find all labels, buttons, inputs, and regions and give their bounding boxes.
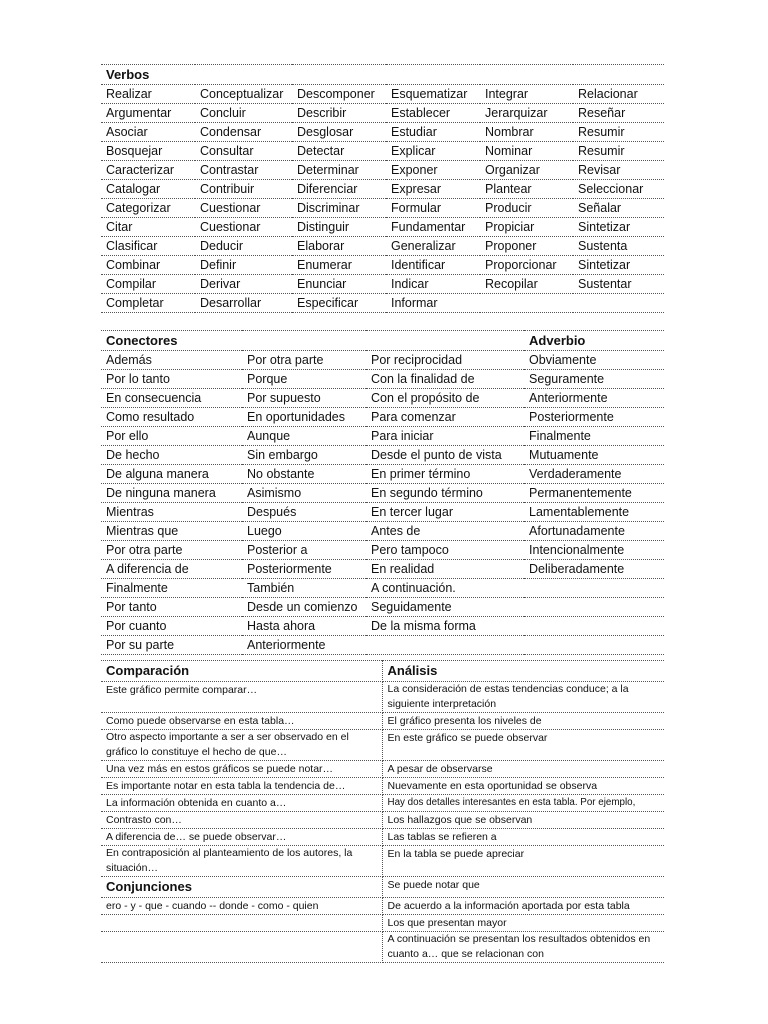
table-row <box>101 237 664 256</box>
table-row <box>101 636 664 655</box>
table-cell: Describir <box>292 104 386 123</box>
table-row <box>101 778 664 795</box>
table-cell: En contraposición al planteamiento de los autores, la situación… <box>101 846 382 877</box>
table-cell: En tercer lugar <box>366 503 524 522</box>
table-cell: Verdaderamente <box>524 465 664 484</box>
table-cell <box>573 294 664 313</box>
table-row <box>101 294 664 313</box>
table-cell: Lamentablemente <box>524 503 664 522</box>
table-cell: Seleccionar <box>573 180 664 199</box>
table-row <box>101 408 664 427</box>
table-cell: Contrastar <box>195 161 292 180</box>
table-row <box>101 713 664 730</box>
table-cell: Esquematizar <box>386 85 480 104</box>
table-cell: Sustenta <box>573 237 664 256</box>
table-cell <box>524 636 664 655</box>
table-cell: Por tanto <box>101 598 242 617</box>
table-cell: Distinguir <box>292 218 386 237</box>
table-cell: Contrasto con… <box>101 812 382 829</box>
table-cell: Recopilar <box>480 275 573 294</box>
verbos-table <box>101 64 664 313</box>
table-row <box>101 351 664 370</box>
table-cell: Concluir <box>195 104 292 123</box>
table-cell: En la tabla se puede apreciar <box>382 846 664 877</box>
table-row <box>101 503 664 522</box>
table-cell: Mientras que <box>101 522 242 541</box>
table-cell: En realidad <box>366 560 524 579</box>
table-cell: Mientras <box>101 503 242 522</box>
table-row <box>101 275 664 294</box>
table-cell: Por su parte <box>101 636 242 655</box>
table-row <box>101 522 664 541</box>
table-cell: Categorizar <box>101 199 195 218</box>
document-page <box>101 64 664 963</box>
table-cell: Posterior a <box>242 541 366 560</box>
table-cell: Compilar <box>101 275 195 294</box>
table-cell: Hasta ahora <box>242 617 366 636</box>
table-cell <box>524 617 664 636</box>
table-cell: Anteriormente <box>524 389 664 408</box>
table-cell: Discriminar <box>292 199 386 218</box>
table-cell: A diferencia de <box>101 560 242 579</box>
table-cell <box>524 598 664 617</box>
table-cell: Propiciar <box>480 218 573 237</box>
table-row <box>101 579 664 598</box>
table-cell: A pesar de observarse <box>382 761 664 778</box>
table-cell: Con la finalidad de <box>366 370 524 389</box>
table-cell <box>524 579 664 598</box>
table-row <box>101 427 664 446</box>
table-cell: En segundo término <box>366 484 524 503</box>
table-cell: En primer término <box>366 465 524 484</box>
table-cell: Clasificar <box>101 237 195 256</box>
table-cell: Seguidamente <box>366 598 524 617</box>
table-cell: Posteriormente <box>242 560 366 579</box>
table-row <box>101 161 664 180</box>
table-cell: Establecer <box>386 104 480 123</box>
table-cell: Nuevamente en esta oportunidad se observa <box>382 778 664 795</box>
table-cell: Pero tampoco <box>366 541 524 560</box>
table-cell: Fundamentar <box>386 218 480 237</box>
table-cell: A diferencia de… se puede observar… <box>101 829 382 846</box>
table-cell: De alguna manera <box>101 465 242 484</box>
table-cell: Desglosar <box>292 123 386 142</box>
table-cell: Condensar <box>195 123 292 142</box>
table-row <box>101 389 664 408</box>
verbos-title: Verbos <box>101 65 664 85</box>
table-cell: De ninguna manera <box>101 484 242 503</box>
table-cell: En consecuencia <box>101 389 242 408</box>
table-cell: Por supuesto <box>242 389 366 408</box>
table-cell: Finalmente <box>101 579 242 598</box>
table-cell: En oportunidades <box>242 408 366 427</box>
table-cell: Especificar <box>292 294 386 313</box>
comparacion-title: Comparación <box>101 661 382 682</box>
table-cell: Las tablas se refieren a <box>382 829 664 846</box>
table-cell: La consideración de estas tendencias conduce; a la siguiente interpretación <box>382 682 664 713</box>
table-cell: Seguramente <box>524 370 664 389</box>
table-row <box>101 730 664 761</box>
table-cell: Aunque <box>242 427 366 446</box>
table-cell: Sintetizar <box>573 218 664 237</box>
table-cell: Informar <box>386 294 480 313</box>
table-cell: Luego <box>242 522 366 541</box>
table-cell: De hecho <box>101 446 242 465</box>
table-cell: Por otra parte <box>242 351 366 370</box>
table-cell: Estudiar <box>386 123 480 142</box>
table-cell: Por lo tanto <box>101 370 242 389</box>
table-cell: Sintetizar <box>573 256 664 275</box>
table-row <box>101 199 664 218</box>
table-cell: Argumentar <box>101 104 195 123</box>
table-cell: Bosquejar <box>101 142 195 161</box>
table-cell: Relacionar <box>573 85 664 104</box>
table-cell: No obstante <box>242 465 366 484</box>
analisis-row: A continuación se presentan los resultados obtenidos en cuanto a… que se relacionan con <box>382 932 664 963</box>
table-cell: En este gráfico se puede observar <box>382 730 664 761</box>
empty-cell <box>101 932 382 963</box>
table-cell: Explicar <box>386 142 480 161</box>
table-cell: Consultar <box>195 142 292 161</box>
table-row <box>101 123 664 142</box>
table-cell: Finalmente <box>524 427 664 446</box>
table-cell: Desarrollar <box>195 294 292 313</box>
adverbio-title: Adverbio <box>524 331 664 351</box>
table-cell: Derivar <box>195 275 292 294</box>
table-row <box>101 218 664 237</box>
table-row <box>101 560 664 579</box>
table-cell: Generalizar <box>386 237 480 256</box>
table-cell: Por ello <box>101 427 242 446</box>
table-cell: Proponer <box>480 237 573 256</box>
table-row <box>101 256 664 275</box>
table-cell: Resumir <box>573 142 664 161</box>
table-cell: Obviamente <box>524 351 664 370</box>
table-cell: Como resultado <box>101 408 242 427</box>
table-cell <box>480 294 573 313</box>
table-row <box>101 795 664 812</box>
table-cell: Porque <box>242 370 366 389</box>
table-row <box>101 829 664 846</box>
table-cell: Identificar <box>386 256 480 275</box>
empty-cell <box>101 915 382 932</box>
table-cell: Después <box>242 503 366 522</box>
table-row <box>101 761 664 778</box>
conjunciones-title: Conjunciones <box>101 877 382 898</box>
table-cell: Catalogar <box>101 180 195 199</box>
table-cell: Organizar <box>480 161 573 180</box>
table-row <box>101 541 664 560</box>
table-cell: Enumerar <box>292 256 386 275</box>
analisis-row: De acuerdo a la información aportada por esta tabla <box>382 898 664 915</box>
table-cell: La información obtenida en cuanto a… <box>101 795 382 812</box>
table-cell: Realizar <box>101 85 195 104</box>
table-cell: Permanentemente <box>524 484 664 503</box>
table-cell: Plantear <box>480 180 573 199</box>
analisis-row: Se puede notar que <box>382 877 664 898</box>
table-cell: Exponer <box>386 161 480 180</box>
table-cell: Expresar <box>386 180 480 199</box>
table-cell: Mutuamente <box>524 446 664 465</box>
table-cell: Afortunadamente <box>524 522 664 541</box>
table-cell: Proporcionar <box>480 256 573 275</box>
table-cell: Completar <box>101 294 195 313</box>
table-cell: Jerarquizar <box>480 104 573 123</box>
table-cell: Antes de <box>366 522 524 541</box>
table-cell: A continuación. <box>366 579 524 598</box>
table-row <box>101 85 664 104</box>
table-row <box>101 465 664 484</box>
table-cell: Por otra parte <box>101 541 242 560</box>
table-cell: Como puede observarse en esta tabla… <box>101 713 382 730</box>
table-cell: Señalar <box>573 199 664 218</box>
table-cell: Revisar <box>573 161 664 180</box>
table-cell: Descomponer <box>292 85 386 104</box>
table-cell: Sustentar <box>573 275 664 294</box>
table-cell: Combinar <box>101 256 195 275</box>
table-row <box>101 598 664 617</box>
table-cell: Es importante notar en esta tabla la tendencia de… <box>101 778 382 795</box>
table-row <box>101 370 664 389</box>
table-cell: Para comenzar <box>366 408 524 427</box>
analisis-row: Los que presentan mayor <box>382 915 664 932</box>
table-cell: Resumir <box>573 123 664 142</box>
table-cell: Formular <box>386 199 480 218</box>
table-cell: Deliberadamente <box>524 560 664 579</box>
table-cell: Detectar <box>292 142 386 161</box>
table-cell: Con el propósito de <box>366 389 524 408</box>
table-cell: Indicar <box>386 275 480 294</box>
table-cell: De la misma forma <box>366 617 524 636</box>
table-cell <box>366 636 524 655</box>
table-cell: Asimismo <box>242 484 366 503</box>
table-cell: Definir <box>195 256 292 275</box>
table-cell: Por reciprocidad <box>366 351 524 370</box>
table-cell: Cuestionar <box>195 199 292 218</box>
table-cell: Una vez más en estos gráficos se puede notar… <box>101 761 382 778</box>
table-cell: Conceptualizar <box>195 85 292 104</box>
table-cell: Otro aspecto importante a ser a ser observado en el gráfico lo constituye el hecho de que… <box>101 730 382 761</box>
table-cell: Reseñar <box>573 104 664 123</box>
table-cell: Enunciar <box>292 275 386 294</box>
table-row <box>101 682 664 713</box>
table-row <box>101 617 664 636</box>
table-cell: Posteriormente <box>524 408 664 427</box>
table-row <box>101 446 664 465</box>
table-row <box>101 104 664 123</box>
comparacion-table <box>101 660 664 963</box>
table-cell: Sin embargo <box>242 446 366 465</box>
table-cell: Anteriormente <box>242 636 366 655</box>
table-cell: Caracterizar <box>101 161 195 180</box>
table-cell: Elaborar <box>292 237 386 256</box>
table-cell: Intencionalmente <box>524 541 664 560</box>
table-cell: Desde un comienzo <box>242 598 366 617</box>
table-row <box>101 142 664 161</box>
table-row <box>101 812 664 829</box>
table-row <box>101 180 664 199</box>
table-cell: Producir <box>480 199 573 218</box>
table-row <box>101 484 664 503</box>
table-cell: Además <box>101 351 242 370</box>
table-cell: Este gráfico permite comparar… <box>101 682 382 713</box>
table-cell: Deducir <box>195 237 292 256</box>
conjunciones-items: ero - y - que - cuando -- donde - como - quien <box>101 898 382 915</box>
table-cell: Por cuanto <box>101 617 242 636</box>
table-cell: Determinar <box>292 161 386 180</box>
conectores-table <box>101 330 664 655</box>
table-cell: Citar <box>101 218 195 237</box>
table-cell: Cuestionar <box>195 218 292 237</box>
table-cell: Los hallazgos que se observan <box>382 812 664 829</box>
table-cell: Nombrar <box>480 123 573 142</box>
table-cell: Hay dos detalles interesantes en esta tabla. Por ejemplo, <box>382 795 664 812</box>
table-cell: También <box>242 579 366 598</box>
table-cell: El gráfico presenta los niveles de <box>382 713 664 730</box>
conectores-title: Conectores <box>101 331 524 351</box>
table-cell: Asociar <box>101 123 195 142</box>
table-row <box>101 846 664 877</box>
table-cell: Integrar <box>480 85 573 104</box>
table-cell: Contribuir <box>195 180 292 199</box>
table-cell: Diferenciar <box>292 180 386 199</box>
table-cell: Desde el punto de vista <box>366 446 524 465</box>
table-cell: Nominar <box>480 142 573 161</box>
analisis-title: Análisis <box>382 661 664 682</box>
table-cell: Para iniciar <box>366 427 524 446</box>
